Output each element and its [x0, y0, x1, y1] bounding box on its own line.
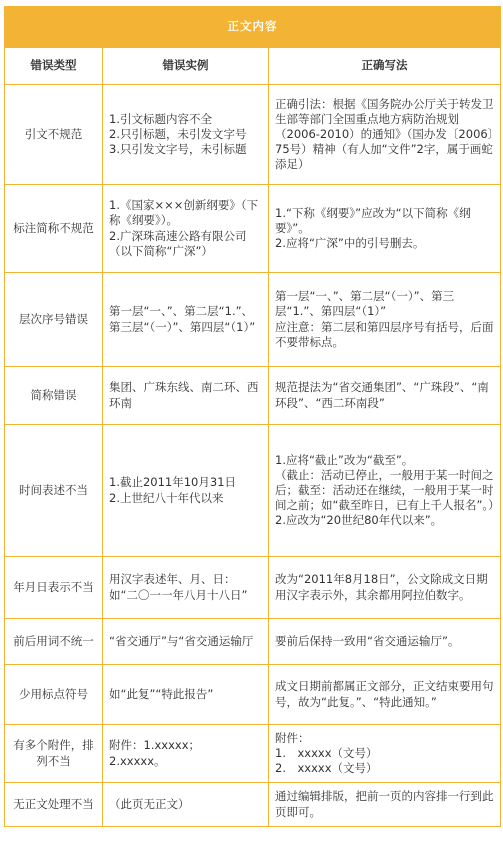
correct-line: 附件：	[275, 730, 310, 745]
error-type-cell: 年月日表示不当	[5, 557, 103, 619]
error-example-cell	[103, 557, 269, 619]
table-row	[5, 665, 501, 725]
error-example-cell	[103, 725, 269, 783]
correct-usage-cell	[269, 367, 501, 425]
example-line: 2.广深珠高速公路有限公司（以下简称“广深”）	[109, 228, 247, 258]
error-example-cell	[103, 783, 269, 827]
correct-line: 2.应将“广深”中的引号删去。	[275, 236, 425, 251]
correct-usage-cell	[269, 185, 501, 273]
example-line: 2.只引标题，未引发文字号	[109, 126, 247, 141]
example-line: 3.只引发文字号，未引标题	[109, 142, 247, 157]
correct-line: 规范提法为“省交通集团”、“广珠段”、“南环段”、“西二环南段”	[275, 380, 489, 410]
correct-line: 第一层“一、”、第二层“（一）”、第三层“1.”、第四层“（1）”	[275, 289, 455, 319]
table-row	[5, 783, 501, 827]
header-row	[5, 48, 501, 85]
title-row	[5, 7, 501, 48]
header-error-type: 错误类型	[5, 48, 103, 85]
example-line: 用汉字表述年、月、日：如“二〇一一年八月十八日”	[109, 572, 248, 602]
correct-line: 1.“下称《纲要》”应改为“以下简称《纲要》”。	[275, 205, 471, 235]
example-line: 1.截止2011年10月31日	[109, 475, 237, 490]
correct-line: 通过编辑排版，把前一页的内容排一行到此页即可。	[275, 789, 494, 819]
correct-usage-cell	[269, 665, 501, 725]
error-type-cell: 少用标点符号	[5, 665, 103, 725]
example-line: 集团、广珠东线、南二环、西环南	[109, 380, 259, 410]
example-line: 2.上世纪八十年代以来	[109, 490, 224, 505]
correct-line: 要前后保持一致用“省交通运输厅”。	[275, 633, 460, 648]
table-row	[5, 557, 501, 619]
example-line: 1.引文标题内容不全	[109, 111, 212, 126]
correct-line: 1. xxxxx（文号）	[275, 745, 378, 760]
correct-line: 1.应将“截止”改为“截至”。	[275, 452, 414, 467]
table-row	[5, 367, 501, 425]
correct-line: 2. xxxxx（文号）	[275, 761, 378, 776]
correct-usage-cell	[269, 557, 501, 619]
error-example-cell	[103, 185, 269, 273]
correct-line: 成文日期前都属正文部分，正文结束要用句号，故为“此复。”、“特此通知。”	[275, 679, 494, 709]
error-example-cell	[103, 85, 269, 185]
error-type-cell: 层次序号错误	[5, 273, 103, 367]
correct-usage-cell	[269, 725, 501, 783]
table-row	[5, 273, 501, 367]
header-error-example: 错误实例	[103, 48, 269, 85]
error-type-cell: 前后用词不统一	[5, 619, 103, 665]
example-line: 第一层“一、”、第二层“1.”、第三层“（一）”、第四层“（1）”	[109, 304, 256, 334]
table-row	[5, 185, 501, 273]
error-type-cell: 无正文处理不当	[5, 783, 103, 827]
error-example-cell	[103, 619, 269, 665]
table-row	[5, 619, 501, 665]
example-line: 1.《国家×××创新纲要》（下称《纲要》）。	[109, 198, 259, 228]
example-line: 如“此复”“特此报告”	[109, 686, 214, 701]
error-type-cell: 标注简称不规范	[5, 185, 103, 273]
correct-usage-cell	[269, 273, 501, 367]
error-example-cell	[103, 367, 269, 425]
table-row	[5, 725, 501, 783]
error-type-cell: 引文不规范	[5, 85, 103, 185]
error-example-cell	[103, 273, 269, 367]
correct-line: 改为“2011年8月18日”，公文除成文日期用汉字表示外，其余都用阿拉伯数字。	[275, 572, 488, 602]
example-line: 附件：1.xxxxx；	[109, 738, 200, 753]
error-table	[4, 6, 501, 827]
error-example-cell	[103, 665, 269, 725]
table-title: 正文内容	[5, 7, 501, 48]
correct-line: 应注意：第二层和第四层序号有括号，后面不要带标点。	[275, 319, 494, 349]
correct-usage-cell	[269, 783, 501, 827]
example-line: “省交通厅”与“省交通运输厅	[109, 633, 254, 648]
correct-usage-cell	[269, 85, 501, 185]
correct-line: 2.应改为“20世纪80年代以来”。	[275, 513, 443, 528]
example-line: （此页无正文）	[109, 796, 190, 811]
error-type-cell: 简称错误	[5, 367, 103, 425]
correct-usage-cell	[269, 425, 501, 557]
table-row	[5, 85, 501, 185]
correct-line: （截止：活动已停止，一般用于某一时间之后；截至：活动还在继续，一般用于某一时间之前；如“截至昨日，已有上千人报名”。）	[275, 467, 500, 513]
header-correct-usage: 正确写法	[269, 48, 501, 85]
example-line: 2.xxxxx。	[109, 753, 166, 768]
error-type-cell: 有多个附件，排列不当	[5, 725, 103, 783]
correct-line: 正确引法：根据《国务院办公厅关于转发卫生部等部门全国重点地方病防治规划（2006-2010）的通知》（国办发〔2006〕75号）精神（有人加“文件”2字，属于画蛇添足）	[275, 96, 494, 172]
table-row	[5, 425, 501, 557]
error-example-cell	[103, 425, 269, 557]
error-type-cell: 时间表述不当	[5, 425, 103, 557]
correct-usage-cell	[269, 619, 501, 665]
